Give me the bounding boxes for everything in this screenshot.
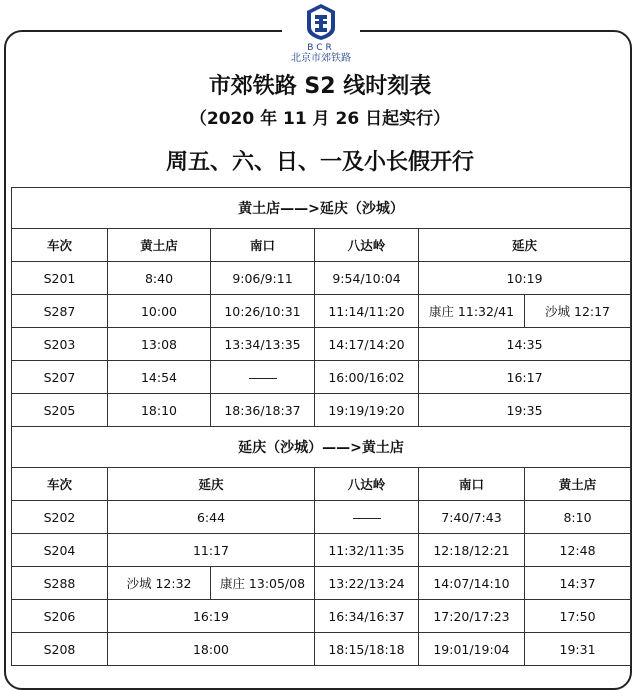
train-number: S287 (12, 295, 108, 328)
yanqing-time: 11:17 (108, 534, 315, 567)
train-number: S205 (12, 394, 108, 427)
bcr-emblem-icon (301, 2, 341, 42)
header-train: 车次 (12, 468, 108, 501)
yanqing-time: 16:19 (108, 600, 315, 633)
bcr-logo (282, 0, 360, 70)
inbound-header-row (12, 468, 631, 501)
header-badaling: 八达岭 (315, 229, 419, 262)
nankou-no-stop (211, 361, 315, 394)
nankou-time: 14:07/14:10 (419, 567, 525, 600)
table-row (12, 567, 631, 600)
train-number: S208 (12, 633, 108, 666)
badaling-time: 13:22/13:24 (315, 567, 419, 600)
inbound-direction: 延庆（沙城）——>黄土店 (12, 427, 631, 468)
shacheng-time: 沙城 12:17 (525, 295, 631, 328)
header-huangtudian: 黄土店 (108, 229, 211, 262)
badaling-time: 18:15/18:18 (315, 633, 419, 666)
train-number: S204 (12, 534, 108, 567)
train-number: S202 (12, 501, 108, 534)
no-stop-dash (353, 518, 381, 519)
yanqing-time: 16:17 (419, 361, 631, 394)
huangtudian-time: 14:37 (525, 567, 631, 600)
page-title: 市郊铁路 S2 线时刻表 (208, 74, 432, 99)
badaling-time: 19:19/19:20 (315, 394, 419, 427)
badaling-no-stop (315, 501, 419, 534)
logo-letters: BCR (307, 43, 335, 53)
huangtudian-time: 17:50 (525, 600, 631, 633)
kangzhuang-time: 康庄 11:32/41 (419, 295, 525, 328)
header-yanqing: 延庆 (419, 229, 631, 262)
yanqing-time: 10:19 (419, 262, 631, 295)
nankou-time: 9:06/9:11 (211, 262, 315, 295)
nankou-time: 13:34/13:35 (211, 328, 315, 361)
badaling-time: 14:17/14:20 (315, 328, 419, 361)
huangtudian-time: 13:08 (108, 328, 211, 361)
header-huangtudian: 黄土店 (525, 468, 631, 501)
train-number: S201 (12, 262, 108, 295)
yanqing-time: 18:00 (108, 633, 315, 666)
train-number: S288 (12, 567, 108, 600)
inbound-direction-row (12, 427, 631, 468)
nankou-time: 7:40/7:43 (419, 501, 525, 534)
badaling-time: 11:32/11:35 (315, 534, 419, 567)
huangtudian-time: 10:00 (108, 295, 211, 328)
shacheng-time: 沙城 12:32 (108, 567, 211, 600)
table-row (12, 394, 631, 427)
nankou-time: 18:36/18:37 (211, 394, 315, 427)
outbound-direction: 黄土店——>延庆（沙城） (12, 188, 631, 229)
table-row (12, 633, 631, 666)
kangzhuang-time: 康庄 13:05/08 (211, 567, 315, 600)
yanqing-time: 14:35 (419, 328, 631, 361)
outbound-header-row (12, 229, 631, 262)
schedule-table (11, 187, 631, 666)
huangtudian-time: 19:31 (525, 633, 631, 666)
table-row (12, 328, 631, 361)
operating-days: 周五、六、日、一及小长假开行 (165, 150, 474, 175)
table-row (12, 361, 631, 394)
table-row (12, 534, 631, 567)
effective-date: （2020 年 11 月 26 日起实行） (189, 109, 451, 129)
train-number: S203 (12, 328, 108, 361)
huangtudian-time: 12:48 (525, 534, 631, 567)
nankou-time: 19:01/19:04 (419, 633, 525, 666)
nankou-time: 10:26/10:31 (211, 295, 315, 328)
huangtudian-time: 8:40 (108, 262, 211, 295)
train-number: S206 (12, 600, 108, 633)
nankou-time: 17:20/17:23 (419, 600, 525, 633)
badaling-time: 9:54/10:04 (315, 262, 419, 295)
table-row (12, 262, 631, 295)
header-badaling: 八达岭 (315, 468, 419, 501)
huangtudian-time: 14:54 (108, 361, 211, 394)
table-row (12, 295, 631, 328)
badaling-time: 16:34/16:37 (315, 600, 419, 633)
badaling-time: 16:00/16:02 (315, 361, 419, 394)
header-nankou: 南口 (419, 468, 525, 501)
header-nankou: 南口 (211, 229, 315, 262)
table-row (12, 501, 631, 534)
outbound-direction-row (12, 188, 631, 229)
no-stop-dash (249, 378, 277, 379)
header-train: 车次 (12, 229, 108, 262)
huangtudian-time: 18:10 (108, 394, 211, 427)
yanqing-time: 6:44 (108, 501, 315, 534)
table-row (12, 600, 631, 633)
yanqing-time: 19:35 (419, 394, 631, 427)
badaling-time: 11:14/11:20 (315, 295, 419, 328)
logo-org-name: 北京市郊铁路 (291, 53, 351, 64)
huangtudian-time: 8:10 (525, 501, 631, 534)
header-yanqing: 延庆 (108, 468, 315, 501)
nankou-time: 12:18/12:21 (419, 534, 525, 567)
train-number: S207 (12, 361, 108, 394)
